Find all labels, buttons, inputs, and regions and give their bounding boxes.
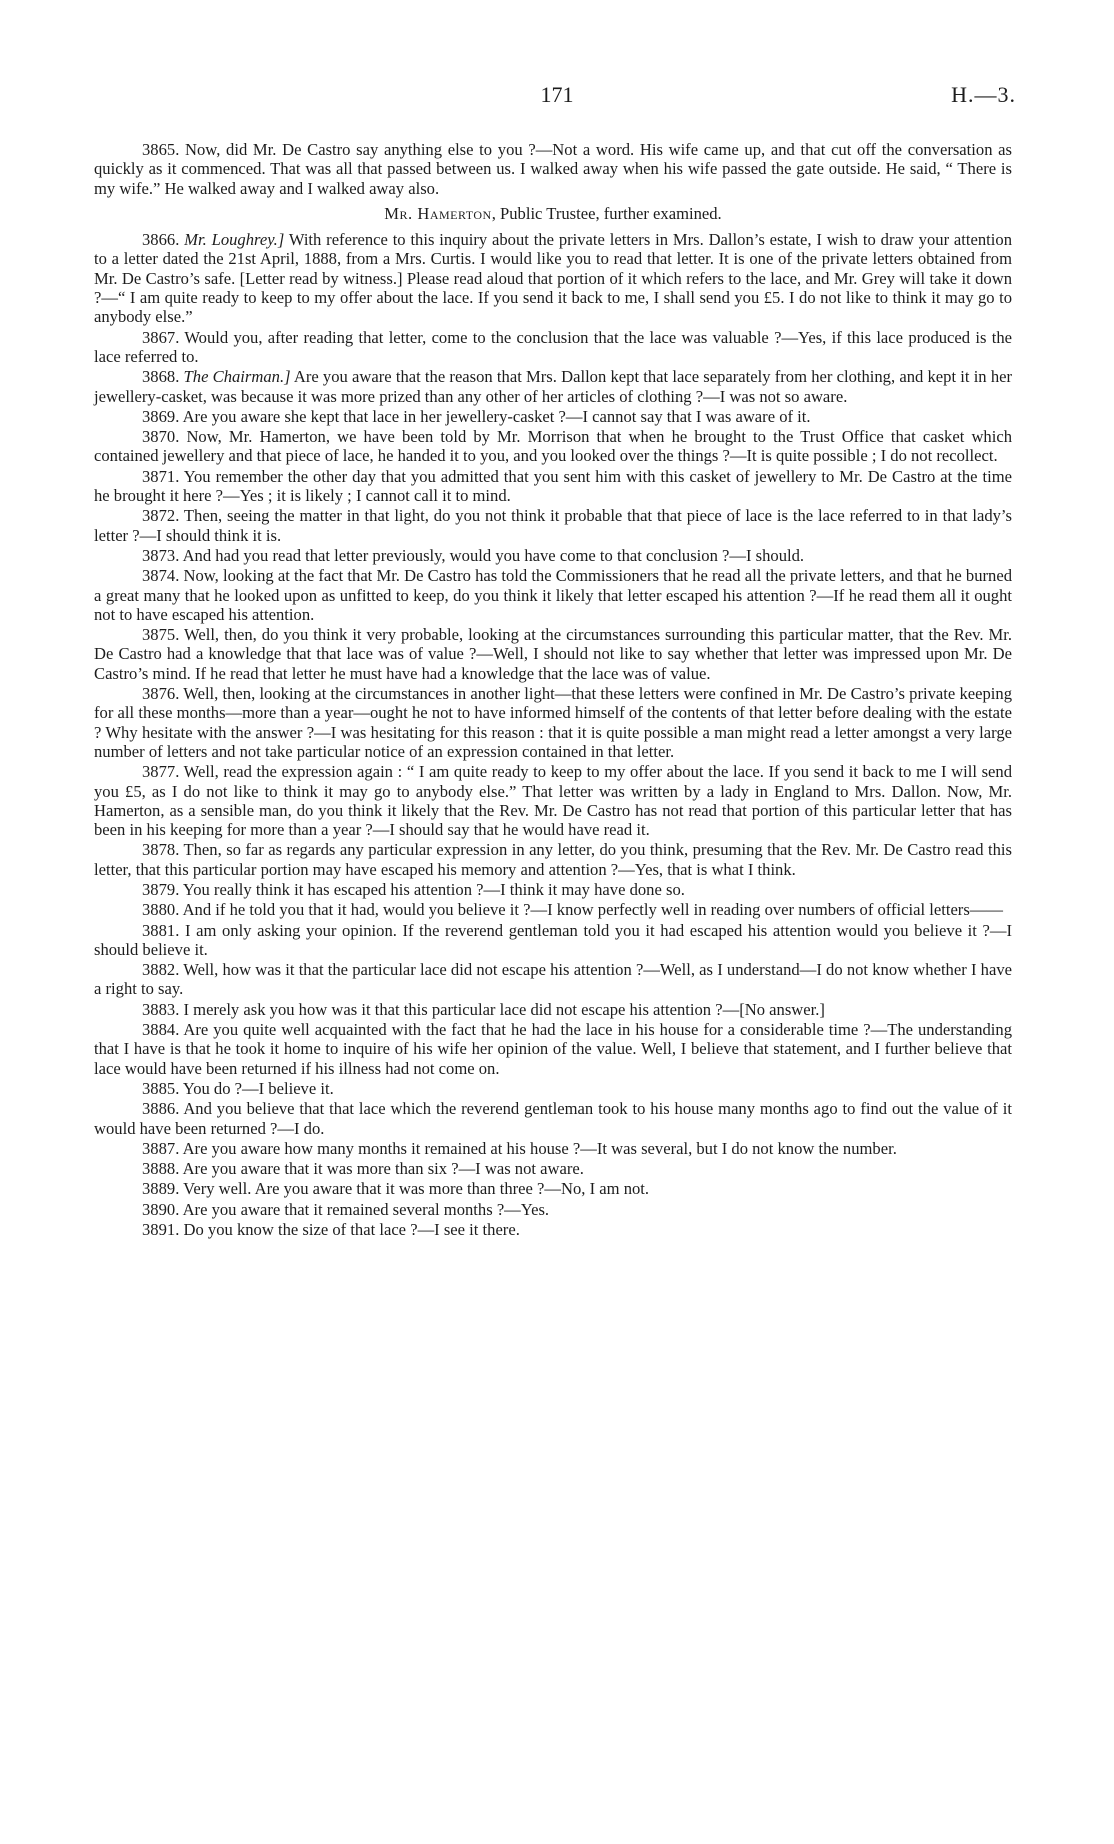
paragraph-3888 [94, 1159, 1012, 1178]
document-code: H.—3. [951, 82, 1016, 107]
paragraph-text: 3882. Well, how was it that the particular lace did not escape his attention ?—Well, as I understand—I do not know whether I have a right to say. [94, 960, 1012, 999]
speaker-label: The Chairman.] [183, 367, 291, 387]
paragraph-3876 [94, 684, 1012, 761]
paragraph-text: 3877. Well, read the expression again : “ I am quite ready to keep to my offer about the lace. If you send it back to me I will send you £5, as I do not like to think it may go to anybody else.” That letter was written by a lady in England to Mrs. Dallon. Now, Mr. Hamerton, as a sensible man, do you think it likely that the Rev. Mr. De Castro has not read that portion of this particular letter that has been in his keeping for more than a year ?—I should say that he would have read it. [94, 762, 1012, 840]
paragraph-text: 3883. I merely ask you how was it that this particular lace did not escape his attention ?—[No answer.] [142, 999, 825, 1019]
paragraph-3884 [94, 1020, 1012, 1078]
speaker-label: Mr. Loughrey.] [184, 230, 285, 250]
paragraph-3873 [94, 546, 1012, 565]
paragraph-text: 3874. Now, looking at the fact that Mr. De Castro has told the Commissioners that he read all the private letters, and that he burned a great many that he looked upon as unfitted to keep, do you think it likely that letter escaped his attention ?—If he read them all it ought not to have escaped his attention. [94, 566, 1012, 624]
paragraph-text: 3875. Well, then, do you think it very probable, looking at the circumstances surrounding this particular matter, that the Rev. Mr. De Castro had a knowledge that that lace was of value ?—Well, I should not like to say whether that letter was impressed upon Mr. De Castro’s mind. If he read that letter he must have had a knowledge that the lace was of value. [94, 625, 1012, 683]
paragraph-3886 [94, 1099, 1012, 1138]
paragraph-text: 3885. You do ?—I believe it. [142, 1078, 334, 1098]
paragraph-text: 3873. And had you read that letter previously, would you have come to that conclusion ?—I should. [142, 545, 805, 565]
paragraph-3882 [94, 960, 1012, 999]
paragraph-3870 [94, 427, 1012, 466]
paragraph-3865 [94, 140, 1012, 198]
paragraph-text: 3872. Then, seeing the matter in that light, do you not think it probable that that piece of lace is the lace referred to in that lady’s letter ?—I should think it is. [94, 506, 1012, 545]
paragraph-3872 [94, 506, 1012, 545]
paragraph-3891 [94, 1220, 1012, 1239]
paragraph-3883 [94, 1000, 1012, 1019]
paragraph-3890 [94, 1200, 1012, 1219]
paragraph-3889 [94, 1179, 1012, 1198]
transcript-body [94, 140, 1012, 1240]
page-number: 171 [540, 82, 574, 107]
witness-name: Mr. Hamerton [384, 203, 492, 223]
paragraph-text: 3876. Well, then, looking at the circumstances in another light—that these letters were confined in Mr. De Castro’s private keeping for all these months—more than a year—ought he not to have informed himself of the contents of that letter before dealing with the estate ? Why hesitate with the answer ?—I was hesitating for this reason : that it is quite possible a man might read a letter amongst a very large number of letters and not take particular notice of an expression contained in that letter. [94, 684, 1012, 761]
paragraph-text: 3881. I am only asking your opinion. If the reverend gentleman told you it had escaped his attention would you believe it ?—I should believe it. [94, 920, 1012, 959]
paragraph-text: 3887. Are you aware how many months it remained at his house ?—It was several, but I do not know the number. [142, 1138, 897, 1158]
paragraph-text: 3889. Very well. Are you aware that it was more than three ?—No, I am not. [142, 1179, 650, 1199]
paragraph-3885 [94, 1079, 1012, 1098]
paragraph-3877 [94, 762, 1012, 839]
paragraph-text: 3886. And you believe that that lace which the reverend gentleman took to his house many months ago to find out the value of it would have been returned ?—I do. [94, 1099, 1012, 1138]
paragraph-3881 [94, 921, 1012, 960]
paragraph-3867 [94, 328, 1012, 367]
paragraph-number: 3866. [142, 230, 185, 250]
page-header [0, 82, 1114, 112]
section-heading [94, 204, 1012, 223]
paragraph-text: 3867. Would you, after reading that letter, come to the conclusion that the lace was valuable ?—Yes, if this lace produced is the lace referred to. [94, 327, 1012, 366]
paragraph-3887 [94, 1139, 1012, 1158]
paragraph-3879 [94, 880, 1012, 899]
paragraph-text: 3871. You remember the other day that you admitted that you sent him with this casket of jewellery to Mr. De Castro at the time he brought it here ?—Yes ; it is likely ; I cannot call it to mind. [94, 466, 1012, 506]
paragraph-text: 3884. Are you quite well acquainted with the fact that he had the lace in his house for a considerable time ?—The understanding that I have is that he took it home to inquire of his wife her opinion of the value. Well, I believe that statement, and I further believe that lace would have been returned if his illness had not come on. [94, 1020, 1012, 1078]
paragraph-3878 [94, 840, 1012, 879]
paragraph-text: 3870. Now, Mr. Hamerton, we have been told by Mr. Morrison that when he brought to the Trust Office that casket which contained jewellery and that piece of lace, he handed it to you, and you looked over the things ?—It is quite possible ; I do not recollect. [94, 427, 1012, 466]
paragraph-text: 3890. Are you aware that it remained several months ?—Yes. [142, 1199, 550, 1219]
paragraph-text: 3869. Are you aware she kept that lace in her jewellery-casket ?—I cannot say that I was aware of it. [142, 406, 811, 426]
paragraph-text: 3879. You really think it has escaped his attention ?—I think it may have done so. [142, 879, 685, 899]
paragraph-3880 [94, 900, 1012, 919]
paragraph-text: Are you aware that the reason that Mrs. Dallon kept that lace separately from her clothing, and kept it in her jewellery-casket, was because it was more prized than any other of her articles of clothing ?—I was not so aware. [94, 367, 1013, 406]
paragraph-3875 [94, 625, 1012, 683]
paragraph-number: 3868. [142, 367, 184, 387]
paragraph-text: 3891. Do you know the size of that lace ?—I see it there. [142, 1220, 520, 1240]
paragraph-text: 3880. And if he told you that it had, would you believe it ?—I know perfectly well in reading over numbers of official letters—— [142, 900, 1003, 920]
paragraph-3869 [94, 407, 1012, 426]
paragraph-3874 [94, 566, 1012, 624]
paragraph-text: With reference to this inquiry about the private letters in Mrs. Dallon’s estate, I wish to draw your attention to a letter dated the 21st April, 1888, from a Mrs. Curtis. I would like you to read that letter. It is one of the private letters obtained from Mr. De Castro’s safe. [Letter read by witness.] Please read aloud that portion of it which refers to the lace, and Mr. Grey will take it down ?—“ I am quite ready to keep to my offer about the lace. If you send it back to me, I shall send you £5. I do not like to think it may go to anybody else.” [94, 230, 1012, 327]
paragraph-text: 3888. Are you aware that it was more than six ?—I was not aware. [142, 1159, 584, 1179]
heading-text: , Public Trustee, further examined. [491, 203, 722, 223]
paragraph-3868 [94, 367, 1012, 406]
paragraph-text: 3878. Then, so far as regards any particular expression in any letter, do you think, presuming that the Rev. Mr. De Castro read this letter, that this particular portion may have escaped his memory and attention ?—Yes, that is what I think. [94, 840, 1012, 879]
paragraph-3866 [94, 230, 1012, 326]
paragraph-text: 3865. Now, did Mr. De Castro say anything else to you ?—Not a word. His wife came up, and that cut off the conversation as quickly as it commenced. That was all that passed between us. I walked away when his wife passed the gate outside. He said, “ There is my wife.” He walked away and I walked away also. [94, 140, 1012, 198]
paragraph-3871 [94, 467, 1012, 506]
